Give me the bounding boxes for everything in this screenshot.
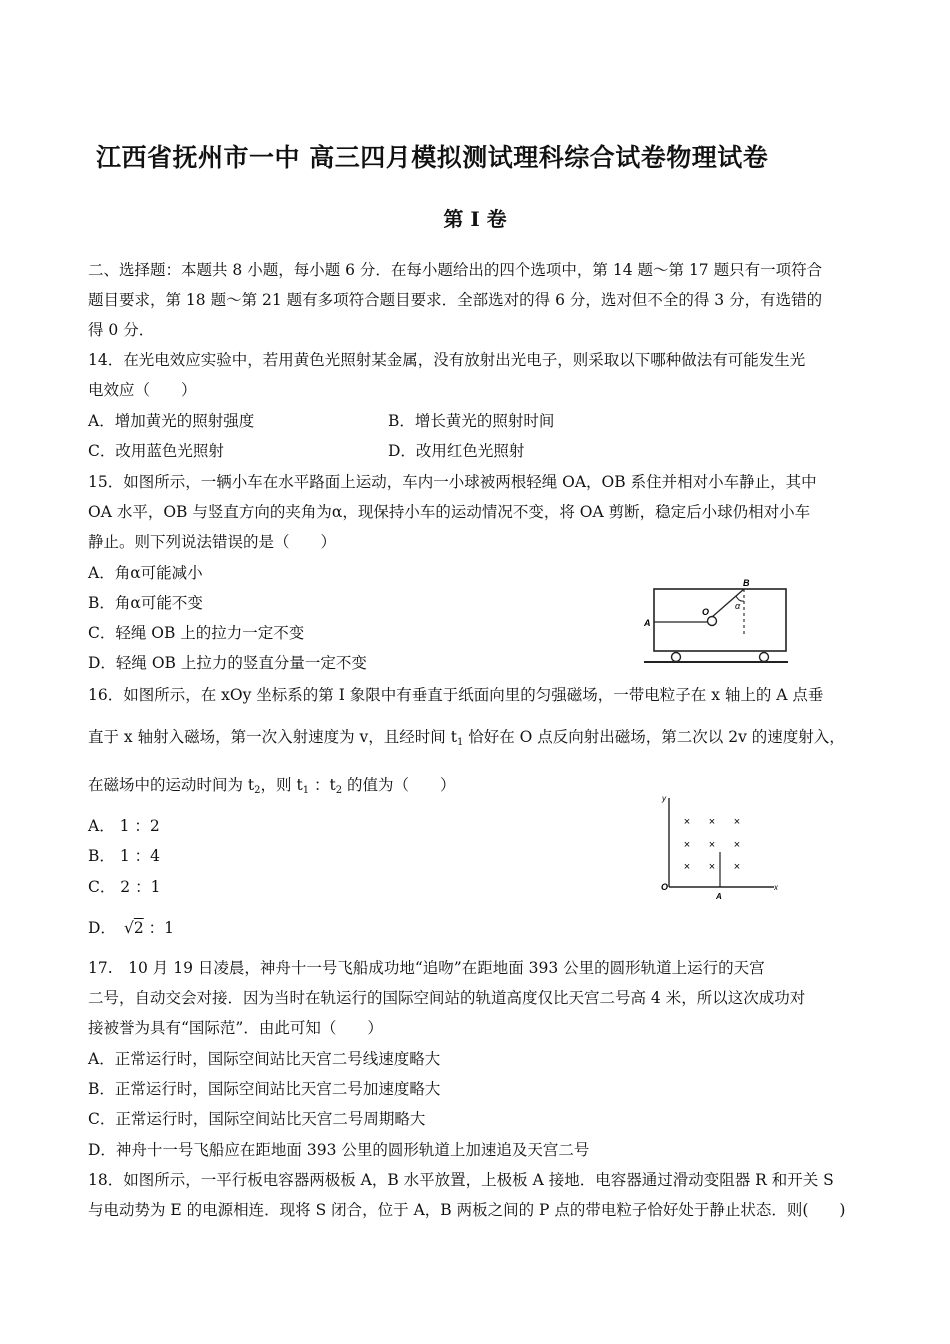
q15-option-d: D．轻绳 OB 上拉力的竖直分量一定不变 (88, 654, 367, 672)
q17-option-b: B．正常运行时，国际空间站比天宫二号加速度略大 (88, 1080, 441, 1098)
q16-option-b: B． 1 ：4 (88, 847, 160, 865)
q14-option-a: A．增加黄光的照射强度 (88, 412, 255, 430)
q15-option-b: B．角α可能不变 (88, 594, 203, 612)
q17-option-a: A．正常运行时，国际空间站比天宫二号线速度略大 (88, 1050, 441, 1068)
label-y: y (662, 794, 666, 803)
cross-mark: × (733, 816, 741, 828)
q18-stem: 与电动势为 E 的电源相连．现将 S 闭合，位于 A，B 两板之间的 P 点的带电粒子恰好处于静止状态．则( ) (88, 1201, 846, 1219)
q16-option-c: C． 2 ：1 (88, 878, 161, 896)
cross-mark: × (708, 861, 716, 873)
page-title: 江西省抚州市一中 高三四月模拟测试理科综合试卷物理试卷 (96, 143, 769, 172)
instructions-line: 二、选择题：本题共 8 小题，每小题 6 分．在每小题给出的四个选项中，第 14 题～第 17 题只有一项符合 (88, 261, 823, 279)
section-title: 第 I 卷 (443, 207, 507, 231)
q14-stem: 14．在光电效应实验中，若用黄色光照射某金属，没有放射出光电子，则采取以下哪种做法有可能发生光 (88, 351, 806, 369)
q16-stem: 直于 x 轴射入磁场，第一次入射速度为 v，且经时间 $t_1$ 恰好在 O 点反向射出磁场，第二次以 2v 的速度射入， (88, 728, 845, 748)
field-crosses (684, 816, 740, 873)
cart-body (654, 589, 786, 651)
q17-stem: 接被誉为具有“国际范”．由此可知（ ） (88, 1019, 383, 1037)
q15-stem: OA 水平，OB 与竖直方向的夹角为α，现保持小车的运动情况不变，将 OA 剪断，稳定后小球仍相对小车 (88, 503, 811, 521)
label-alpha: α (735, 601, 741, 611)
q16-option-d: D． √2 ：1 (88, 919, 174, 937)
cross-mark: × (733, 839, 741, 851)
label-o: O (661, 882, 669, 892)
q15-stem: 静止。则下列说法错误的是（ ） (88, 533, 337, 551)
q17-option-c: C．正常运行时，国际空间站比天宫二号周期略大 (88, 1110, 426, 1128)
q14-option-d: D．改用红色光照射 (388, 442, 525, 460)
label-x: x (774, 883, 778, 892)
cross-mark: × (708, 816, 716, 828)
q17-stem: 二号，自动交会对接．因为当时在轨运行的国际空间站的轨道高度仅比天宫二号高 4 米，所以这次成功对 (88, 989, 806, 1007)
wheel-left (672, 653, 681, 662)
cross-mark: × (683, 839, 691, 851)
wheel-right (760, 653, 769, 662)
label-a: A (716, 892, 722, 901)
q14-option-b: B．增长黄光的照射时间 (388, 412, 555, 430)
q16-option-a: A． 1 ：2 (88, 817, 160, 835)
q16-field-figure (652, 790, 787, 910)
label-b: B (743, 578, 750, 588)
q15-option-a: A．角α可能减小 (88, 564, 203, 582)
ball (708, 617, 717, 626)
label-a: A (644, 618, 651, 628)
q15-stem: 15．如图所示，一辆小车在水平路面上运动，车内一小球被两根轻绳 OA，OB 系住并相对小车静止，其中 (88, 473, 817, 491)
q14-stem: 电效应（ ） (88, 381, 197, 399)
q17-option-d: D．神舟十一号飞船应在距地面 393 公里的圆形轨道上加速追及天宫二号 (88, 1141, 590, 1159)
q16-stem: 16．如图所示，在 xOy 坐标系的第 I 象限中有垂直于纸面向里的匀强磁场，一带电粒子在 x 轴上的 A 点垂 (88, 686, 824, 704)
q15-option-c: C．轻绳 OB 上的拉力一定不变 (88, 624, 305, 642)
instructions-line: 题目要求，第 18 题～第 21 题有多项符合题目要求．全部选对的得 6 分，选对但不全的得 3 分，有选错的 (88, 291, 823, 309)
q16-stem: 在磁场中的运动时间为 $t_2$，则 $t_1$ ：$t_2$ 的值为（ ） (88, 776, 456, 796)
cross-mark: × (683, 861, 691, 873)
instructions-line: 得 0 分． (88, 321, 155, 339)
cross-mark: × (708, 839, 716, 851)
q14-option-c: C．改用蓝色光照射 (88, 442, 224, 460)
q18-stem: 18．如图所示，一平行板电容器两极板 A，B 水平放置，上极板 A 接地．电容器通过滑动变阻器 R 和开关 S (88, 1171, 834, 1189)
q17-stem: 17. 10 月 19 日凌晨，神舟十一号飞船成功地“追吻”在距地面 393 公里的圆形轨道上运行的天宫 (88, 959, 765, 977)
q15-cart-figure (640, 575, 790, 667)
cross-mark: × (683, 816, 691, 828)
label-o: O (702, 607, 710, 617)
cross-mark: × (733, 861, 741, 873)
